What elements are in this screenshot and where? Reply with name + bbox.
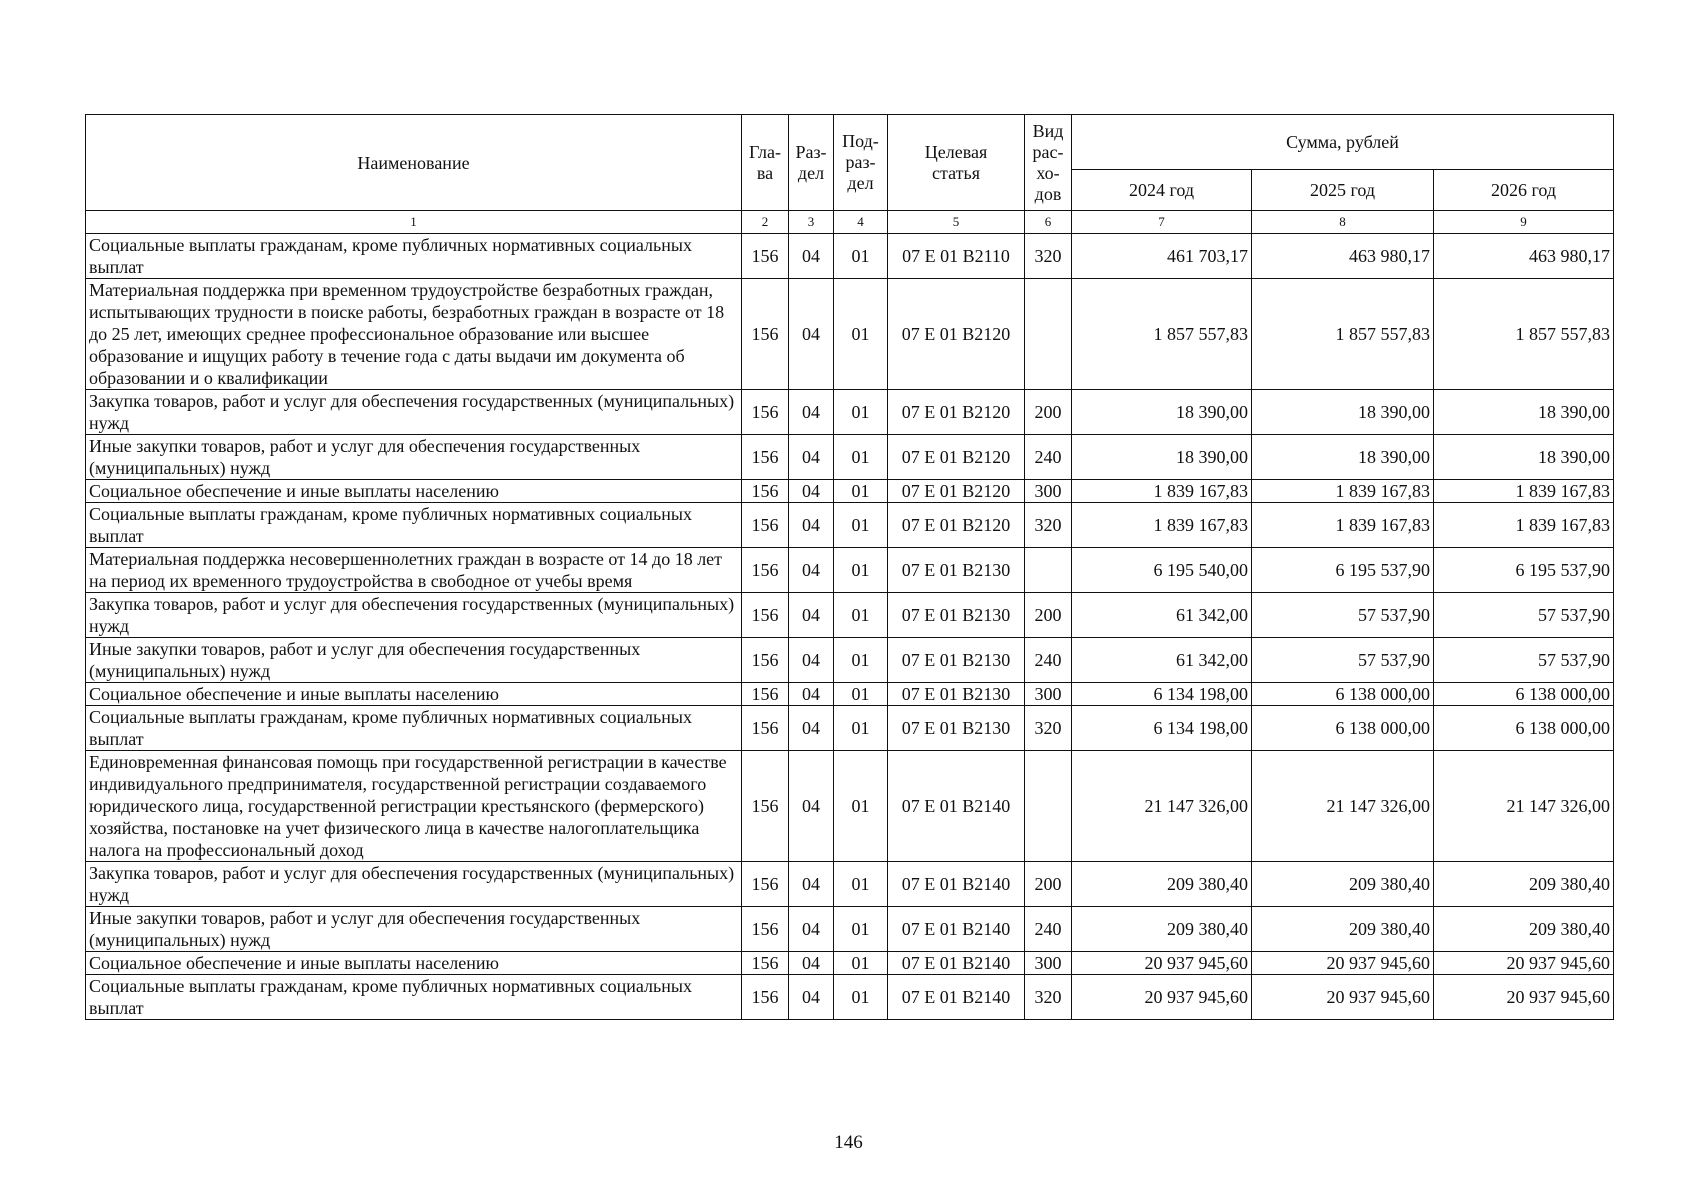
row-glava: 156 [742,706,789,751]
row-podrazdel: 01 [834,390,888,435]
header-vid: Вид рас- хо- дов [1025,115,1072,211]
col-number: 5 [888,211,1025,234]
row-vid: 240 [1025,435,1072,480]
row-amount-2026: 18 390,00 [1434,390,1614,435]
row-name: Иные закупки товаров, работ и услуг для обеспечения государственных (муниципальных) нужд [86,907,742,952]
row-vid [1025,279,1072,390]
row-amount-2026: 6 138 000,00 [1434,683,1614,706]
page-number: 146 [834,1132,863,1153]
row-amount-2026: 1 857 557,83 [1434,279,1614,390]
row-celevaya: 07 Е 01 В2120 [888,480,1025,503]
row-amount-2026: 209 380,40 [1434,862,1614,907]
row-razdel: 04 [789,907,834,952]
row-name: Социальные выплаты гражданам, кроме публичных нормативных социальных выплат [86,503,742,548]
row-podrazdel: 01 [834,706,888,751]
row-celevaya: 07 Е 01 В2130 [888,683,1025,706]
row-podrazdel: 01 [834,503,888,548]
row-vid: 200 [1025,390,1072,435]
row-glava: 156 [742,279,789,390]
row-celevaya: 07 Е 01 В2140 [888,751,1025,862]
row-podrazdel: 01 [834,907,888,952]
row-amount-2026: 57 537,90 [1434,638,1614,683]
row-celevaya: 07 Е 01 В2130 [888,638,1025,683]
row-amount-2026: 1 839 167,83 [1434,503,1614,548]
row-glava: 156 [742,234,789,279]
row-razdel: 04 [789,975,834,1020]
row-amount-2024: 20 937 945,60 [1072,975,1252,1020]
row-amount-2024: 21 147 326,00 [1072,751,1252,862]
row-podrazdel: 01 [834,234,888,279]
table-row [86,480,1614,503]
row-glava: 156 [742,638,789,683]
row-celevaya: 07 Е 01 В2110 [888,234,1025,279]
row-amount-2024: 61 342,00 [1072,638,1252,683]
col-number: 4 [834,211,888,234]
row-amount-2025: 6 138 000,00 [1252,706,1434,751]
row-amount-2026: 57 537,90 [1434,593,1614,638]
table-row [86,907,1614,952]
row-celevaya: 07 Е 01 В2120 [888,435,1025,480]
row-amount-2024: 18 390,00 [1072,390,1252,435]
row-amount-2025: 463 980,17 [1252,234,1434,279]
row-amount-2026: 20 937 945,60 [1434,952,1614,975]
row-podrazdel: 01 [834,480,888,503]
row-razdel: 04 [789,279,834,390]
row-podrazdel: 01 [834,862,888,907]
row-name: Иные закупки товаров, работ и услуг для обеспечения государственных (муниципальных) нужд [86,638,742,683]
row-amount-2025: 57 537,90 [1252,638,1434,683]
row-amount-2025: 209 380,40 [1252,862,1434,907]
row-celevaya: 07 Е 01 В2140 [888,862,1025,907]
row-celevaya: 07 Е 01 В2130 [888,593,1025,638]
row-glava: 156 [742,548,789,593]
row-name: Закупка товаров, работ и услуг для обеспечения государственных (муниципальных) нужд [86,593,742,638]
row-razdel: 04 [789,683,834,706]
row-amount-2025: 6 138 000,00 [1252,683,1434,706]
col-number: 6 [1025,211,1072,234]
row-amount-2026: 18 390,00 [1434,435,1614,480]
row-vid: 300 [1025,683,1072,706]
row-glava: 156 [742,862,789,907]
row-name: Социальное обеспечение и иные выплаты населению [86,683,742,706]
row-amount-2025: 18 390,00 [1252,390,1434,435]
row-amount-2025: 20 937 945,60 [1252,975,1434,1020]
row-podrazdel: 01 [834,683,888,706]
row-name: Единовременная финансовая помощь при государственной регистрации в качестве индивидуального предпринимателя, государственной регистрации создаваемого юридического лица, государственной регистрации крестьянского (фермерского) хозяйства, постановке на учет физического лица в качестве налогоплательщика налога на профессиональный доход [86,751,742,862]
row-name: Социальные выплаты гражданам, кроме публичных нормативных социальных выплат [86,706,742,751]
row-podrazdel: 01 [834,548,888,593]
row-amount-2024: 209 380,40 [1072,862,1252,907]
header-glava: Гла- ва [742,115,789,211]
row-vid: 300 [1025,952,1072,975]
row-amount-2026: 209 380,40 [1434,907,1614,952]
row-vid: 320 [1025,706,1072,751]
row-razdel: 04 [789,548,834,593]
row-razdel: 04 [789,593,834,638]
row-podrazdel: 01 [834,975,888,1020]
table-row [86,638,1614,683]
col-number: 2 [742,211,789,234]
row-amount-2024: 6 195 540,00 [1072,548,1252,593]
row-razdel: 04 [789,435,834,480]
header-summa: Сумма, рублей [1072,115,1614,170]
row-name: Иные закупки товаров, работ и услуг для обеспечения государственных (муниципальных) нужд [86,435,742,480]
header-year-2024: 2024 год [1072,170,1252,211]
row-amount-2024: 6 134 198,00 [1072,683,1252,706]
row-podrazdel: 01 [834,952,888,975]
row-celevaya: 07 Е 01 В2140 [888,952,1025,975]
row-amount-2025: 1 857 557,83 [1252,279,1434,390]
table-row [86,390,1614,435]
row-glava: 156 [742,390,789,435]
row-vid: 320 [1025,234,1072,279]
row-amount-2025: 1 839 167,83 [1252,480,1434,503]
row-amount-2026: 20 937 945,60 [1434,975,1614,1020]
row-glava: 156 [742,975,789,1020]
table-row [86,975,1614,1020]
row-name: Закупка товаров, работ и услуг для обеспечения государственных (муниципальных) нужд [86,390,742,435]
row-amount-2025: 57 537,90 [1252,593,1434,638]
row-name: Социальное обеспечение и иные выплаты населению [86,480,742,503]
row-amount-2025: 6 195 537,90 [1252,548,1434,593]
row-razdel: 04 [789,952,834,975]
row-amount-2024: 461 703,17 [1072,234,1252,279]
col-number: 1 [86,211,742,234]
row-vid [1025,751,1072,862]
col-number: 7 [1072,211,1252,234]
row-celevaya: 07 Е 01 В2130 [888,548,1025,593]
row-razdel: 04 [789,638,834,683]
row-vid: 240 [1025,907,1072,952]
row-celevaya: 07 Е 01 В2120 [888,390,1025,435]
row-razdel: 04 [789,390,834,435]
row-amount-2026: 21 147 326,00 [1434,751,1614,862]
row-glava: 156 [742,907,789,952]
row-razdel: 04 [789,862,834,907]
row-amount-2025: 18 390,00 [1252,435,1434,480]
row-podrazdel: 01 [834,751,888,862]
col-number: 9 [1434,211,1614,234]
row-celevaya: 07 Е 01 В2130 [888,706,1025,751]
table-row [86,862,1614,907]
row-vid: 200 [1025,862,1072,907]
row-amount-2025: 209 380,40 [1252,907,1434,952]
row-razdel: 04 [789,234,834,279]
row-glava: 156 [742,683,789,706]
row-glava: 156 [742,593,789,638]
table-row [86,751,1614,862]
row-podrazdel: 01 [834,279,888,390]
row-vid: 320 [1025,503,1072,548]
table-row [86,706,1614,751]
row-amount-2026: 1 839 167,83 [1434,480,1614,503]
table-row [86,683,1614,706]
row-name: Социальное обеспечение и иные выплаты населению [86,952,742,975]
row-amount-2026: 6 195 537,90 [1434,548,1614,593]
row-vid: 200 [1025,593,1072,638]
table-row [86,503,1614,548]
row-vid [1025,548,1072,593]
row-name: Социальные выплаты гражданам, кроме публичных нормативных социальных выплат [86,234,742,279]
row-razdel: 04 [789,751,834,862]
row-amount-2024: 18 390,00 [1072,435,1252,480]
row-name: Материальная поддержка при временном трудоустройстве безработных граждан, испытывающих трудности в поиске работы, безработных граждан в возрасте от 18 до 25 лет, имеющих среднее профессиональное образование или высшее образование и ищущих работу в течение года с даты выдачи им документа об образовании и о квалификации [86,279,742,390]
table-row [86,234,1614,279]
row-name: Материальная поддержка несовершеннолетних граждан в возрасте от 14 до 18 лет на период их временного трудоустройства в свободное от учебы время [86,548,742,593]
header-year-2026: 2026 год [1434,170,1614,211]
budget-table [85,114,1614,1020]
row-amount-2026: 463 980,17 [1434,234,1614,279]
row-vid: 300 [1025,480,1072,503]
row-celevaya: 07 Е 01 В2140 [888,907,1025,952]
row-podrazdel: 01 [834,593,888,638]
row-amount-2025: 20 937 945,60 [1252,952,1434,975]
row-razdel: 04 [789,503,834,548]
row-amount-2024: 1 857 557,83 [1072,279,1252,390]
row-celevaya: 07 Е 01 В2120 [888,503,1025,548]
row-name: Закупка товаров, работ и услуг для обеспечения государственных (муниципальных) нужд [86,862,742,907]
table-row [86,279,1614,390]
table-row [86,435,1614,480]
row-amount-2024: 6 134 198,00 [1072,706,1252,751]
header-name: Наименование [86,115,742,211]
row-celevaya: 07 Е 01 В2120 [888,279,1025,390]
row-vid: 320 [1025,975,1072,1020]
table-row [86,952,1614,975]
col-number: 8 [1252,211,1434,234]
row-podrazdel: 01 [834,435,888,480]
header-podrazdel: Под- раз- дел [834,115,888,211]
row-vid: 240 [1025,638,1072,683]
row-razdel: 04 [789,706,834,751]
table-row [86,548,1614,593]
row-amount-2024: 1 839 167,83 [1072,503,1252,548]
header-year-2025: 2025 год [1252,170,1434,211]
col-number: 3 [789,211,834,234]
row-amount-2025: 1 839 167,83 [1252,503,1434,548]
header-razdel: Раз- дел [789,115,834,211]
header-celevaya: Целевая статья [888,115,1025,211]
row-name: Социальные выплаты гражданам, кроме публичных нормативных социальных выплат [86,975,742,1020]
table-row [86,593,1614,638]
row-glava: 156 [742,503,789,548]
row-amount-2025: 21 147 326,00 [1252,751,1434,862]
row-amount-2026: 6 138 000,00 [1434,706,1614,751]
row-celevaya: 07 Е 01 В2140 [888,975,1025,1020]
row-amount-2024: 1 839 167,83 [1072,480,1252,503]
row-amount-2024: 209 380,40 [1072,907,1252,952]
row-razdel: 04 [789,480,834,503]
row-glava: 156 [742,435,789,480]
row-amount-2024: 61 342,00 [1072,593,1252,638]
row-glava: 156 [742,480,789,503]
row-glava: 156 [742,952,789,975]
row-glava: 156 [742,751,789,862]
row-amount-2024: 20 937 945,60 [1072,952,1252,975]
row-podrazdel: 01 [834,638,888,683]
